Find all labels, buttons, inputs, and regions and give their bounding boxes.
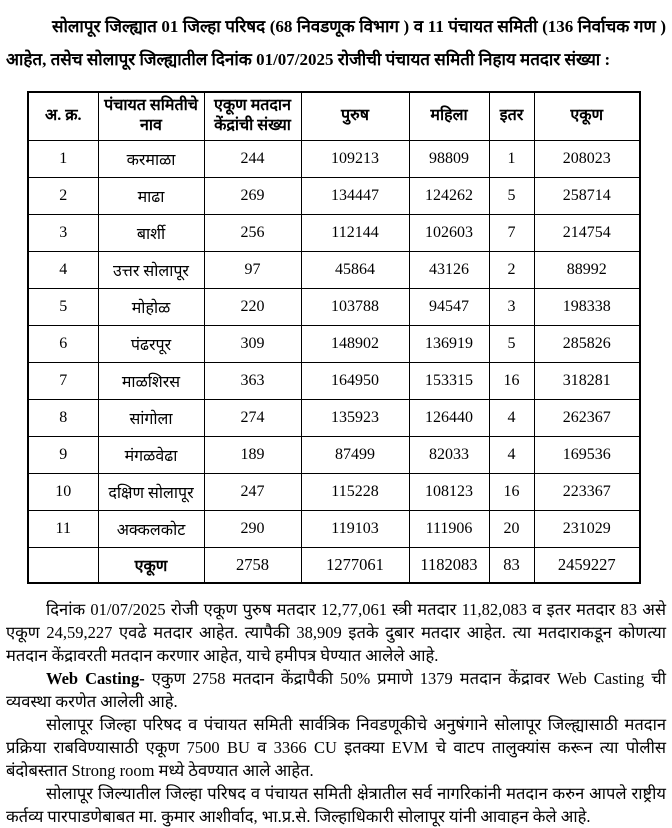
table-cell: 8 xyxy=(28,399,98,436)
table-cell: 9 xyxy=(28,436,98,473)
table-cell: 153315 xyxy=(409,362,489,399)
table-cell: 124262 xyxy=(409,177,489,214)
table-cell: करमाळा xyxy=(98,140,204,177)
table-cell: 11 xyxy=(28,510,98,547)
table-cell: 88992 xyxy=(534,251,640,288)
total-label-cell: एकूण xyxy=(98,547,204,583)
table-cell: 112144 xyxy=(301,214,409,251)
voter-statistics-table xyxy=(27,91,641,584)
intro-paragraph: सोलापूर जिल्ह्यात 01 जिल्हा परिषद (68 निवडणूक विभाग ) व 11 पंचायत समिती (136 निर्वाचक गण ) आहेत, तसेच सोलापूर जिल्ह्यातील दिनांक 01/07/2025 रोजीची पंचायत समिती निहाय मतदार संख्या : xyxy=(6,17,666,69)
total-empty-cell xyxy=(28,547,98,583)
table-cell: 1 xyxy=(28,140,98,177)
table-cell: अक्कलकोट xyxy=(98,510,204,547)
table-cell: 7 xyxy=(489,214,534,251)
table-cell: सांगोला xyxy=(98,399,204,436)
table-cell: 136919 xyxy=(409,325,489,362)
table-cell: 2 xyxy=(28,177,98,214)
table-cell: 109213 xyxy=(301,140,409,177)
table-cell: 134447 xyxy=(301,177,409,214)
table-row xyxy=(28,473,640,510)
table-cell: 119103 xyxy=(301,510,409,547)
table-row xyxy=(28,325,640,362)
table-cell: 5 xyxy=(28,288,98,325)
header-samiti-name: पंचायत समितीचे नाव xyxy=(98,92,204,140)
table-cell: 169536 xyxy=(534,436,640,473)
table-total-row xyxy=(28,547,640,583)
table-cell: 5 xyxy=(489,325,534,362)
table-cell: 247 xyxy=(204,473,301,510)
table-cell: मोहोळ xyxy=(98,288,204,325)
table-cell: बार्शी xyxy=(98,214,204,251)
table-cell: 164950 xyxy=(301,362,409,399)
table-cell: 363 xyxy=(204,362,301,399)
table-cell: 43126 xyxy=(409,251,489,288)
table-cell: 290 xyxy=(204,510,301,547)
table-cell: 223367 xyxy=(534,473,640,510)
table-cell: मंगळवेढा xyxy=(98,436,204,473)
header-male: पुरुष xyxy=(301,92,409,140)
table-cell: 10 xyxy=(28,473,98,510)
table-row xyxy=(28,399,640,436)
table-header-row xyxy=(28,92,640,140)
table-cell: 269 xyxy=(204,177,301,214)
table-cell: माळशिरस xyxy=(98,362,204,399)
table-cell: उत्तर सोलापूर xyxy=(98,251,204,288)
table-cell: 148902 xyxy=(301,325,409,362)
total-male: 1277061 xyxy=(301,547,409,583)
table-cell: 262367 xyxy=(534,399,640,436)
header-total: एकूण xyxy=(534,92,640,140)
table-row xyxy=(28,288,640,325)
table-cell: 220 xyxy=(204,288,301,325)
table-cell: 258714 xyxy=(534,177,640,214)
table-cell: 3 xyxy=(28,214,98,251)
table-cell: माढा xyxy=(98,177,204,214)
table-cell: 256 xyxy=(204,214,301,251)
table-cell: 7 xyxy=(28,362,98,399)
paragraph-collector-appeal: सोलापूर जिल्यातील जिल्हा परिषद व पंचायत समिती क्षेत्रातील सर्व नागरिकांनी मतदान करुन आपले राष्ट्रीय कर्तव्य पारपाडणेबाबत मा. कुमार आशीर्वाद, भा.प्र.से. जिल्हाधिकारी सोलापूर यांनी आवाहन केले आहे. xyxy=(6,784,666,826)
table-cell: 87499 xyxy=(301,436,409,473)
table-row xyxy=(28,510,640,547)
table-cell: 1 xyxy=(489,140,534,177)
header-serial-no: अ. क्र. xyxy=(28,92,98,140)
table-cell: 45864 xyxy=(301,251,409,288)
table-row xyxy=(28,362,640,399)
total-grand: 2459227 xyxy=(534,547,640,583)
table-cell: 115228 xyxy=(301,473,409,510)
table-cell: 98809 xyxy=(409,140,489,177)
table-cell: 97 xyxy=(204,251,301,288)
header-polling-stations: एकूण मतदान केंद्रांची संख्या xyxy=(204,92,301,140)
total-other: 83 xyxy=(489,547,534,583)
header-female: महिला xyxy=(409,92,489,140)
table-row xyxy=(28,436,640,473)
header-other: इतर xyxy=(489,92,534,140)
table-cell: 4 xyxy=(28,251,98,288)
table-cell: 5 xyxy=(489,177,534,214)
table-cell: 16 xyxy=(489,473,534,510)
table-row xyxy=(28,177,640,214)
table-cell: 20 xyxy=(489,510,534,547)
table-cell: 111906 xyxy=(409,510,489,547)
total-polling-stations: 2758 xyxy=(204,547,301,583)
table-cell: 82033 xyxy=(409,436,489,473)
table-cell: 94547 xyxy=(409,288,489,325)
paragraph-evm-distribution: सोलापूर जिल्हा परिषद व पंचायत समिती सार्वत्रिक निवडणूकीचे अनुषंगाने सोलापूर जिल्ह्यासाठी मतदान प्रक्रिया राबविण्यासाठी एकूण 7500 BU व 3366 CU इतक्या EVM चे वाटप तालुक्यांस करून त्या पोलीस बंदोबस्तात Strong room मध्ये ठेवण्यात आले आहेत. xyxy=(6,715,666,780)
table-cell: 2 xyxy=(489,251,534,288)
web-casting-lead: Web Casting- xyxy=(46,669,145,688)
paragraph-voter-summary: दिनांक 01/07/2025 रोजी एकूण पुरुष मतदार 12,77,061 स्त्री मतदार 11,82,083 व इतर मतदार 83 असे एकूण 24,59,227 एवढे मतदार आहेत. त्यापैकी 38,909 इतके दुबार मतदार आहेत. त्या मतदाराकडून कोणत्या मतदान केंद्रावरती मतदान करणार आहेत, याचे हमीपत्र घेण्यात आलेले आहे. xyxy=(6,600,666,665)
table-cell: 16 xyxy=(489,362,534,399)
table-cell: 274 xyxy=(204,399,301,436)
web-casting-text: एकुण 2758 मतदान केंद्रापैकी 50% प्रमाणे 1379 मतदान केंद्रावर Web Casting ची व्यवस्था करणेत आलेली आहे. xyxy=(6,669,666,711)
table-cell: 309 xyxy=(204,325,301,362)
table-cell: 102603 xyxy=(409,214,489,251)
table-row xyxy=(28,251,640,288)
table-cell: 285826 xyxy=(534,325,640,362)
table-cell: 103788 xyxy=(301,288,409,325)
table-cell: 6 xyxy=(28,325,98,362)
table-cell: 318281 xyxy=(534,362,640,399)
table-cell: 4 xyxy=(489,436,534,473)
table-cell: 189 xyxy=(204,436,301,473)
table-row xyxy=(28,140,640,177)
paragraph-web-casting xyxy=(6,667,666,713)
table-cell: 208023 xyxy=(534,140,640,177)
table-cell: 214754 xyxy=(534,214,640,251)
table-cell: 198338 xyxy=(534,288,640,325)
body-text-section xyxy=(6,598,666,828)
total-female: 1182083 xyxy=(409,547,489,583)
table-cell: 108123 xyxy=(409,473,489,510)
table-cell: 231029 xyxy=(534,510,640,547)
table-cell: 126440 xyxy=(409,399,489,436)
table-cell: 4 xyxy=(489,399,534,436)
table-cell: पंढरपूर xyxy=(98,325,204,362)
table-row xyxy=(28,214,640,251)
table-cell: 3 xyxy=(489,288,534,325)
voter-table-body xyxy=(28,140,640,547)
table-cell: दक्षिण सोलापूर xyxy=(98,473,204,510)
table-cell: 244 xyxy=(204,140,301,177)
table-cell: 135923 xyxy=(301,399,409,436)
